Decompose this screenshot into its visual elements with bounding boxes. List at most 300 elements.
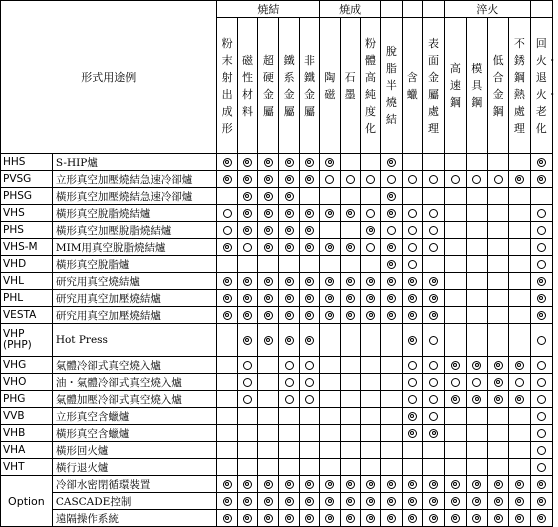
table-cell [299,510,319,527]
table-cell [466,476,487,493]
table-cell [340,324,360,357]
table-cell [217,459,237,476]
table-cell [237,239,257,256]
column-header-label: 非鐵金屬 [303,53,315,118]
table-cell [487,493,508,510]
furnace-code: PVSG [1,171,53,188]
table-cell [299,357,319,374]
double-circle-icon [537,294,546,303]
double-circle-icon [451,514,460,523]
column-header-label: 粉末射出成形 [221,36,233,135]
table-cell [381,205,402,222]
table-cell [360,442,380,459]
table-cell [299,205,319,222]
table-cell [402,171,422,188]
double-circle-icon [243,311,252,320]
double-circle-icon [285,192,294,201]
group-header [422,1,444,18]
double-circle-icon [451,361,460,370]
furnace-code: VHB [1,425,53,442]
table-cell [445,324,466,357]
table-cell [360,510,380,527]
double-circle-icon [537,175,546,184]
double-circle-icon [494,378,503,387]
double-circle-icon [305,226,314,235]
table-row [1,374,553,391]
double-circle-icon [429,277,438,286]
table-row [1,273,553,290]
double-circle-icon [305,243,314,252]
double-circle-icon [429,294,438,303]
circle-icon [429,336,438,345]
table-cell [422,324,444,357]
table-cell [402,391,422,408]
table-cell [237,324,257,357]
table-cell [445,273,466,290]
table-cell [217,307,237,324]
double-circle-icon [515,175,524,184]
table-cell [237,374,257,391]
table-cell [217,188,237,205]
table-cell [340,222,360,239]
table-cell [299,307,319,324]
table-cell [279,188,299,205]
table-cell [381,374,402,391]
table-cell [360,459,380,476]
table-cell [402,476,422,493]
double-circle-icon [264,336,273,345]
table-cell [237,171,257,188]
furnace-code: VHD [1,256,53,273]
table-cell [422,239,444,256]
circle-icon [366,175,375,184]
double-circle-icon [305,209,314,218]
table-cell [279,357,299,374]
table-cell [466,374,487,391]
table-cell [509,154,530,171]
table-cell [487,374,508,391]
double-circle-icon [285,480,294,489]
table-cell [381,425,402,442]
table-cell [422,476,444,493]
table-cell [466,442,487,459]
double-circle-icon [494,361,503,370]
furnace-description: MIM用真空脫脂燒結爐 [52,239,217,256]
table-cell [445,442,466,459]
circle-icon [537,226,546,235]
furnace-description: 研究用真空燒結爐 [52,273,217,290]
table-cell [237,357,257,374]
column-header [487,18,508,154]
table-cell [360,171,380,188]
table-cell [360,476,380,493]
group-header: 焼成 [320,1,381,18]
double-circle-icon [264,497,273,506]
table-cell [258,307,279,324]
double-circle-icon [537,480,546,489]
table-cell [509,459,530,476]
table-cell [320,290,340,307]
double-circle-icon [408,480,417,489]
furnace-code: PHS [1,222,53,239]
column-header [217,18,237,154]
table-cell [320,171,340,188]
column-header [279,18,299,154]
table-cell [237,154,257,171]
table-cell [340,442,360,459]
table-cell [258,205,279,222]
table-cell [217,239,237,256]
double-circle-icon [366,514,375,523]
circle-icon [346,175,355,184]
furnace-description: 橫行退火爐 [52,459,217,476]
furnace-description: 橫形真空脫脂爐 [52,256,217,273]
table-cell [279,374,299,391]
table-cell [279,171,299,188]
table-cell [299,324,319,357]
table-cell [509,188,530,205]
table-cell [258,391,279,408]
double-circle-icon [264,514,273,523]
table-cell [466,357,487,374]
furnace-code: HHS [1,154,53,171]
table-cell [509,510,530,527]
furnace-description: 油・氣體冷卻式真空燒入爐 [52,374,217,391]
table-cell [487,391,508,408]
double-circle-icon [285,294,294,303]
furnace-description: S-HIP爐 [52,154,217,171]
furnace-description: 立形真空加壓燒結急速冷卻爐 [52,171,217,188]
circle-icon [325,175,334,184]
table-cell [530,307,552,324]
table-cell [237,222,257,239]
furnace-code: VHP (PHP) [1,324,53,357]
table-cell [320,442,340,459]
column-header-label: 脫脂半燒結 [385,45,397,126]
option-description: 遠隔操作系統 [52,510,217,527]
table-cell [360,391,380,408]
circle-icon [243,395,252,404]
table-cell [466,239,487,256]
table-cell [530,442,552,459]
column-header [237,18,257,154]
double-circle-icon [515,395,524,404]
table-cell [340,459,360,476]
table-cell [509,222,530,239]
table-cell [487,425,508,442]
table-cell [299,493,319,510]
double-circle-icon [325,497,334,506]
table-cell [402,307,422,324]
table-cell [466,493,487,510]
table-cell [299,442,319,459]
table-cell [360,425,380,442]
table-cell [466,188,487,205]
table-cell [279,205,299,222]
table-cell [445,256,466,273]
table-cell [422,459,444,476]
double-circle-icon [305,480,314,489]
table-cell [320,391,340,408]
furnace-code: VHA [1,442,53,459]
table-cell [402,357,422,374]
table-cell [279,290,299,307]
table-cell [530,476,552,493]
table-cell [279,493,299,510]
double-circle-icon [243,480,252,489]
table-cell [299,374,319,391]
table-cell [422,290,444,307]
table-cell [466,290,487,307]
furnace-code: VHG [1,357,53,374]
table-cell [381,154,402,171]
table-cell [299,171,319,188]
table-cell [320,374,340,391]
table-cell [340,273,360,290]
column-header-label: 磁性材料 [241,53,253,118]
double-circle-icon [243,497,252,506]
table-cell [530,324,552,357]
table-cell [509,357,530,374]
table-cell [466,324,487,357]
table-cell [445,357,466,374]
table-cell [360,273,380,290]
table-cell [279,256,299,273]
table-row [1,324,553,357]
table-cell [258,324,279,357]
double-circle-icon [387,260,396,269]
column-header [299,18,319,154]
table-cell [320,459,340,476]
furnace-description: 橫形真空加壓燒結急速冷卻爐 [52,188,217,205]
table-cell [320,307,340,324]
double-circle-icon [472,361,481,370]
option-label: Option [1,476,53,527]
column-header-label: 低合金鋼 [492,53,504,118]
double-circle-icon [305,497,314,506]
furnace-code: VHO [1,374,53,391]
table-cell [217,290,237,307]
double-circle-icon [429,429,438,438]
double-circle-icon [264,192,273,201]
double-circle-icon [305,294,314,303]
table-cell [320,408,340,425]
table-cell [340,408,360,425]
furnace-code: PHG [1,391,53,408]
double-circle-icon [264,158,273,167]
table-cell [402,205,422,222]
furnace-description: 研究用真空加壓燒結爐 [52,290,217,307]
double-circle-icon [387,158,396,167]
circle-icon [429,361,438,370]
table-cell [422,154,444,171]
furnace-code: VESTA [1,307,53,324]
double-circle-icon [264,209,273,218]
table-cell [422,171,444,188]
double-circle-icon [325,209,334,218]
option-description: 冷卻水密閉循環裝置 [52,476,217,493]
table-cell [217,273,237,290]
double-circle-icon [305,175,314,184]
double-circle-icon [515,497,524,506]
double-circle-icon [346,294,355,303]
table-cell [320,205,340,222]
double-circle-icon [305,277,314,286]
table-cell [320,324,340,357]
circle-icon [387,226,396,235]
type-usage-header: 形式用途例 [1,1,217,154]
table-cell [381,273,402,290]
table-cell [360,374,380,391]
circle-icon [451,175,460,184]
table-cell [340,307,360,324]
double-circle-icon [243,277,252,286]
double-circle-icon [408,514,417,523]
table-cell [466,154,487,171]
column-header [258,18,279,154]
column-header-label: 不銹鋼熱處理 [513,36,525,135]
circle-icon [537,395,546,404]
table-cell [237,290,257,307]
table-cell [381,391,402,408]
furnace-description: 橫形回火爐 [52,442,217,459]
table-cell [466,171,487,188]
table-cell [320,357,340,374]
double-circle-icon [223,175,232,184]
table-cell [299,408,319,425]
table-cell [445,239,466,256]
table-cell [487,171,508,188]
table-cell [509,476,530,493]
table-cell [381,476,402,493]
circle-icon [537,260,546,269]
table-cell [509,374,530,391]
double-circle-icon [494,480,503,489]
circle-icon [515,378,524,387]
table-cell [402,374,422,391]
double-circle-icon [387,243,396,252]
table-cell [445,493,466,510]
double-circle-icon [408,412,417,421]
table-cell [530,222,552,239]
table-cell [509,307,530,324]
table-cell [340,256,360,273]
table-cell [217,171,237,188]
table-cell [340,425,360,442]
table-cell [360,205,380,222]
table-cell [530,171,552,188]
double-circle-icon [285,497,294,506]
circle-icon [429,378,438,387]
table-cell [487,222,508,239]
table-cell [422,493,444,510]
double-circle-icon [515,361,524,370]
table-cell [340,357,360,374]
double-circle-icon [537,311,546,320]
double-circle-icon [325,480,334,489]
table-cell [237,510,257,527]
double-circle-icon [451,480,460,489]
table-cell [381,493,402,510]
table-cell [340,239,360,256]
table-row [1,442,553,459]
table-cell [237,188,257,205]
table-cell [258,239,279,256]
double-circle-icon [429,311,438,320]
double-circle-icon [243,175,252,184]
option-row [1,493,553,510]
double-circle-icon [264,294,273,303]
circle-icon [429,243,438,252]
table-cell [258,256,279,273]
double-circle-icon [243,336,252,345]
circle-icon [537,463,546,472]
double-circle-icon [515,480,524,489]
table-cell [360,188,380,205]
table-cell [445,459,466,476]
table-cell [217,374,237,391]
table-cell [320,493,340,510]
double-circle-icon [387,311,396,320]
table-cell [445,154,466,171]
table-cell [466,459,487,476]
double-circle-icon [408,429,417,438]
table-cell [466,222,487,239]
table-cell [422,357,444,374]
table-cell [340,374,360,391]
table-cell [487,188,508,205]
table-cell [487,357,508,374]
table-cell [530,391,552,408]
double-circle-icon [325,158,334,167]
table-cell [279,408,299,425]
table-cell [509,324,530,357]
table-cell [487,290,508,307]
table-cell [530,154,552,171]
table-cell [360,408,380,425]
table-cell [466,425,487,442]
table-cell [422,205,444,222]
double-circle-icon [243,192,252,201]
table-cell [360,493,380,510]
double-circle-icon [451,395,460,404]
table-cell [402,493,422,510]
group-header [402,1,422,18]
table-cell [422,256,444,273]
table-cell [360,239,380,256]
circle-icon [429,209,438,218]
table-cell [530,425,552,442]
circle-icon [243,361,252,370]
table-cell [258,357,279,374]
table-cell [299,425,319,442]
table-cell [237,425,257,442]
table-cell [320,222,340,239]
circle-icon [451,378,460,387]
table-cell [381,222,402,239]
circle-icon [243,378,252,387]
table-cell [487,510,508,527]
double-circle-icon [494,514,503,523]
circle-icon [537,361,546,370]
table-cell [509,391,530,408]
double-circle-icon [537,514,546,523]
double-circle-icon [325,311,334,320]
table-cell [445,391,466,408]
table-row [1,222,553,239]
double-circle-icon [285,311,294,320]
table-cell [299,476,319,493]
